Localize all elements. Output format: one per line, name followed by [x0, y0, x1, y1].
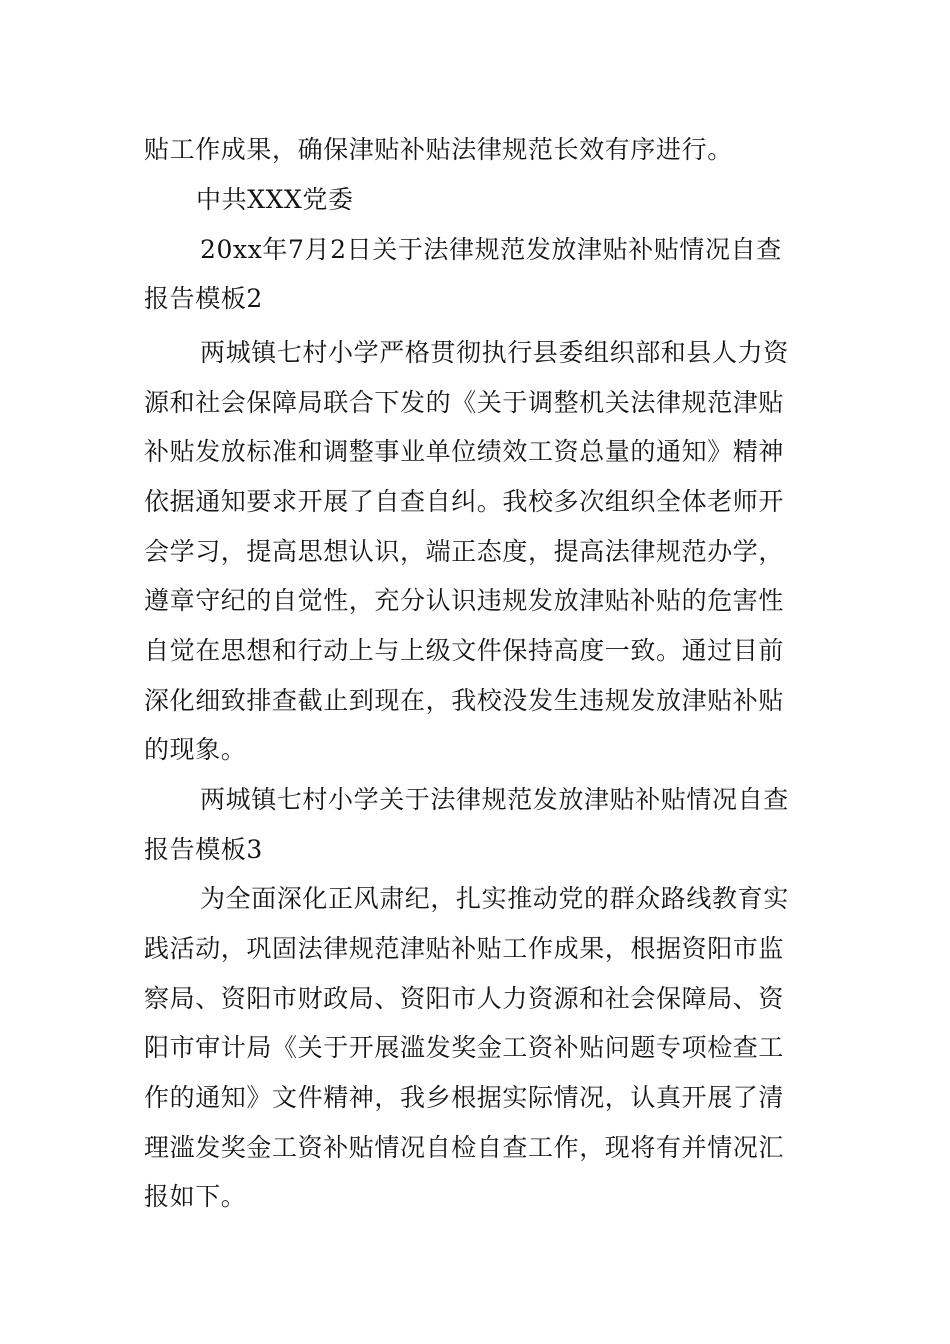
text-line: 作的通知》文件精神，我乡根据实际情况，认真开展了清: [144, 1083, 785, 1112]
signature-line: 中共XXX党委: [196, 185, 354, 214]
text-line: 会学习，提高思想认识，端正态度，提高法律规范办学，: [144, 537, 785, 566]
section-heading-line: 报告模板3: [144, 835, 263, 864]
text-line: 贴工作成果，确保津贴补贴法律规范长效有序进行。: [144, 135, 733, 164]
text-line: 补贴发放标准和调整事业单位绩效工资总量的通知》精神: [144, 437, 785, 466]
text-line: 察局、资阳市财政局、资阳市人力资源和社会保障局、资: [144, 984, 785, 1013]
section-heading-line: 20xx年7月2日关于法律规范发放津贴补贴情况自查: [200, 235, 782, 264]
text-line: 自觉在思想和行动上与上级文件保持高度一致。通过目前: [144, 636, 785, 665]
text-line: 两城镇七村小学严格贯彻执行县委组织部和县人力资: [200, 338, 789, 367]
section-heading-line: 报告模板2: [144, 284, 263, 313]
text-line: 阳市审计局《关于开展滥发奖金工资补贴问题专项检查工: [144, 1033, 785, 1062]
text-line: 遵章守纪的自觉性，充分认识违规发放津贴补贴的危害性: [144, 586, 785, 615]
text-line: 报如下。: [144, 1182, 247, 1211]
text-line: 依据通知要求开展了自查自纠。我校多次组织全体老师开: [144, 487, 785, 516]
text-line: 深化细致排查截止到现在，我校没发生违规发放津贴补贴: [144, 686, 785, 715]
section-heading-line: 两城镇七村小学关于法律规范发放津贴补贴情况自查: [200, 785, 789, 814]
text-line: 理滥发奖金工资补贴情况自检自查工作，现将有并情况汇: [144, 1133, 785, 1162]
text-line: 源和社会保障局联合下发的《关于调整机关法律规范津贴: [144, 388, 785, 417]
text-line: 的现象。: [144, 735, 247, 764]
text-line: 为全面深化正风肃纪，扎实推动党的群众路线教育实: [200, 884, 789, 913]
text-line: 践活动，巩固法律规范津贴补贴工作成果，根据资阳市监: [144, 934, 785, 963]
